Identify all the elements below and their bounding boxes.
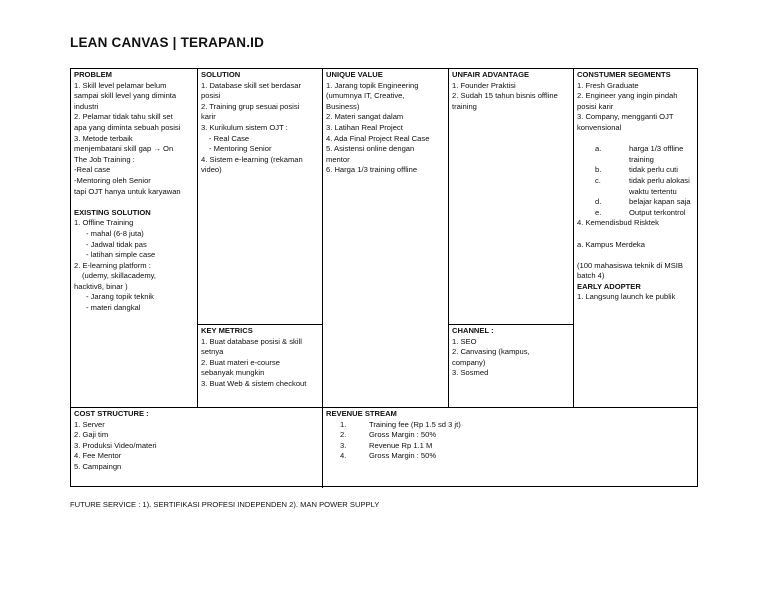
key-metrics-line: setnya bbox=[201, 347, 224, 357]
revenue-item: 4. Gross Margin : 50% bbox=[340, 451, 437, 461]
problem-line: The Job Training : bbox=[74, 154, 135, 164]
uvp-line: 3. Latihan Real Project bbox=[326, 122, 403, 132]
solution-line: 1. Database skill set berdasar bbox=[201, 80, 302, 90]
solution-line: 4. Sistem e-learning (rekaman bbox=[201, 154, 303, 164]
uvp-line: 1. Jarang topik Engineering bbox=[326, 80, 419, 90]
early-adopter-line: 1. Langsung launch ke publik bbox=[577, 292, 676, 302]
revenue-item: 3. Revenue Rp 1.1 M bbox=[340, 440, 433, 450]
unfair-line: 1. Founder Praktisi bbox=[452, 80, 516, 90]
solution-cell bbox=[198, 69, 322, 324]
key-metrics-line: sebanyak mungkin bbox=[201, 368, 265, 378]
solution-line: 3. Kurikulum sistem OJT : bbox=[201, 122, 288, 132]
solution-line: 2. Training grup sesuai posisi bbox=[201, 101, 300, 111]
segment-line: 2. Engineer yang ingin pindah bbox=[577, 91, 678, 101]
solution-line: - Mentoring Senior bbox=[209, 144, 272, 154]
solution-line: - Real Case bbox=[209, 133, 250, 143]
segment-sub-item: e. Output terkontrol bbox=[595, 207, 686, 217]
key-metrics-line: 2. Buat materi e-course bbox=[201, 357, 280, 367]
cost-structure-header: COST STRUCTURE : bbox=[74, 409, 149, 418]
problem-line: -Real case bbox=[74, 165, 111, 175]
segment-sub-item: d. belajar kapan saja bbox=[595, 197, 691, 207]
existing-line: 2. E-learning platform : bbox=[74, 260, 151, 270]
cost-structure-cell bbox=[71, 408, 322, 488]
key-metrics-line: 1. Buat database posisi & skill bbox=[201, 336, 302, 346]
page-title: LEAN CANVAS | TERAPAN.ID bbox=[70, 35, 265, 50]
uvp-line: 4. Ada Final Project Real Case bbox=[326, 133, 430, 143]
segment-line: 4. Kemendisbud Risktek bbox=[577, 218, 659, 228]
existing-line: - materi dangkal bbox=[86, 303, 141, 313]
problem-cell bbox=[71, 69, 197, 407]
problem-line: industri bbox=[74, 101, 99, 111]
cost-line: 2. Gaji tim bbox=[74, 430, 109, 440]
cost-line: 3. Produksi Video/materi bbox=[74, 440, 157, 450]
existing-line: - Jadwal tidak pas bbox=[86, 239, 147, 249]
channel-line: 1. SEO bbox=[452, 336, 477, 346]
lean-canvas-grid bbox=[70, 68, 698, 487]
revenue-item: 1. Training fee (Rp 1.5 sd 3 jt) bbox=[340, 419, 461, 429]
early-adopter-header: EARLY ADOPTER bbox=[577, 281, 641, 291]
segment-line: 1. Fresh Graduate bbox=[577, 80, 639, 90]
existing-solution-header: EXISTING SOLUTION bbox=[74, 207, 151, 217]
segment-note: (100 mahasiswa teknik di MSIB batch 4) bbox=[577, 260, 683, 281]
uvp-line: mentor bbox=[326, 154, 350, 164]
problem-line: 1. Skill level pelamar belum bbox=[74, 80, 167, 90]
uvp-line: 2. Materi sangat dalam bbox=[326, 112, 404, 122]
solution-header: SOLUTION bbox=[201, 70, 241, 79]
existing-line: (udemy, skillacademy, bbox=[82, 271, 156, 281]
revenue-item: 2. Gross Margin : 50% bbox=[340, 430, 437, 440]
revenue-stream-cell bbox=[323, 408, 697, 488]
segment-line: a. Kampus Merdeka bbox=[577, 239, 645, 249]
existing-line: - latihan simple case bbox=[86, 250, 156, 260]
channel-line: 2. Canvasing (kampus, bbox=[452, 347, 530, 357]
revenue-stream-header: REVENUE STREAM bbox=[326, 409, 397, 418]
problem-line: 3. Metode terbaik bbox=[74, 133, 133, 143]
solution-line: karir bbox=[201, 112, 216, 122]
unfair-advantage-cell bbox=[449, 69, 573, 324]
unfair-advantage-header: UNFAIR ADVANTAGE bbox=[452, 70, 530, 79]
channel-line: 3. Sosmed bbox=[452, 368, 489, 378]
existing-line: 1. Offline Training bbox=[74, 218, 134, 228]
problem-line: 2. Pelamar tidak tahu skill set bbox=[74, 112, 173, 122]
channel-cell bbox=[449, 325, 573, 407]
problem-line: tapi OJT hanya untuk karyawan bbox=[74, 186, 181, 196]
future-service-footer: FUTURE SERVICE : 1). SERTIFIKASI PROFESI INDEPENDEN 2). MAN POWER SUPPLY bbox=[70, 500, 380, 509]
uvp-line: Business) bbox=[326, 101, 360, 111]
problem-line: apa yang diminta sebuah posisi bbox=[74, 122, 181, 132]
customer-segments-cell bbox=[574, 69, 697, 407]
segment-line: posisi karir bbox=[577, 101, 614, 111]
unique-value-header: UNIQUE VALUE bbox=[326, 70, 383, 79]
problem-line: menjembatani skill gap → On bbox=[74, 144, 174, 154]
segment-line: konvensional bbox=[577, 122, 622, 132]
key-metrics-cell bbox=[198, 325, 322, 407]
unfair-line: training bbox=[452, 101, 477, 111]
cost-line: 5. Campaingn bbox=[74, 461, 122, 471]
customer-segments-header: CONSTUMER SEGMENTS bbox=[577, 70, 671, 79]
cost-line: 1. Server bbox=[74, 419, 105, 429]
segment-sub-item: b. tidak perlu cuti bbox=[595, 165, 678, 175]
existing-line: hacktiv8, binar ) bbox=[74, 281, 128, 291]
key-metrics-header: KEY METRICS bbox=[201, 326, 253, 335]
existing-line: - mahal (6-8 juta) bbox=[86, 228, 144, 238]
uvp-line: 5. Asistensi online dengan bbox=[326, 144, 415, 154]
problem-line: sampai skill level yang diminta bbox=[74, 91, 177, 101]
existing-line: - Jarang topik teknik bbox=[86, 292, 154, 302]
segment-line: 3. Company, mengganti OJT bbox=[577, 112, 674, 122]
solution-line: video) bbox=[201, 165, 222, 175]
problem-line: -Mentoring oleh Senior bbox=[74, 175, 151, 185]
segment-sub-item: a. harga 1/3 offline training bbox=[595, 144, 684, 164]
problem-header: PROBLEM bbox=[74, 70, 112, 79]
key-metrics-line: 3. Buat Web & sistem checkout bbox=[201, 378, 307, 388]
channel-header: CHANNEL : bbox=[452, 326, 494, 335]
unique-value-cell bbox=[323, 69, 448, 407]
cost-line: 4. Fee Mentor bbox=[74, 451, 122, 461]
channel-line: company) bbox=[452, 357, 486, 367]
uvp-line: (umumnya IT, Creative, bbox=[326, 91, 405, 101]
segment-sub-item: c. tidak perlu alokasi waktu tertentu bbox=[595, 175, 690, 196]
uvp-line: 6. Harga 1/3 training offline bbox=[326, 165, 418, 175]
unfair-line: 2. Sudah 15 tahun bisnis offline bbox=[452, 91, 558, 101]
solution-line: posisi bbox=[201, 91, 221, 101]
